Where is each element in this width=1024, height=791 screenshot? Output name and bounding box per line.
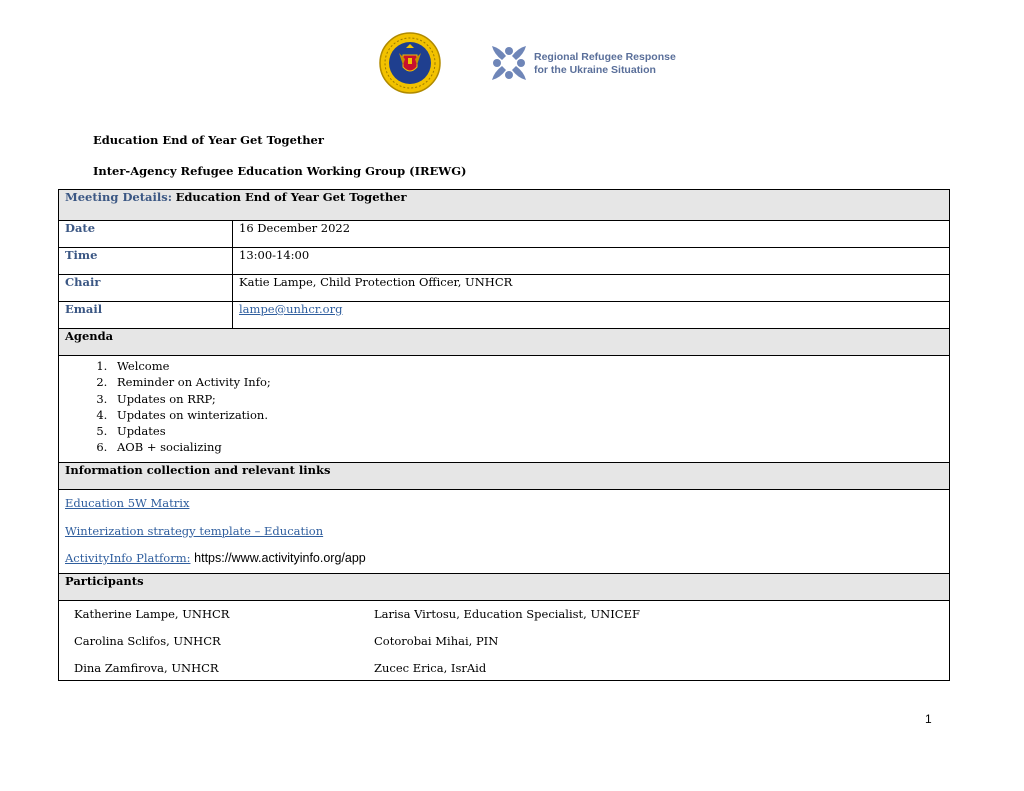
participant-name: Zucec Erica, IsrAid — [374, 660, 487, 675]
link-line — [65, 518, 943, 546]
document-title: Education End of Year Get Together — [93, 133, 324, 147]
chair-value: Katie Lampe, Child Protection Officer, UNHCR — [233, 275, 950, 302]
agenda-item: 6. AOB + socializing — [111, 439, 943, 455]
regional-refugee-response-logo — [488, 42, 676, 86]
rrr-logo-line2: for the Ukraine Situation — [534, 64, 656, 76]
links-heading: Information collection and relevant links — [59, 463, 950, 490]
chair-label: Chair — [59, 275, 233, 302]
agenda-heading-row — [59, 329, 950, 356]
rrr-logo-text — [534, 51, 676, 77]
agenda-item: 3. Updates on RRP; — [111, 391, 943, 407]
agenda-item: 1. Welcome — [111, 358, 943, 374]
regional-refugee-response-icon — [488, 42, 530, 84]
meeting-details-cell — [59, 190, 950, 221]
participants-heading-row — [59, 573, 950, 600]
time-row — [59, 248, 950, 275]
participants-body — [59, 600, 950, 680]
email-cell — [233, 302, 950, 329]
participant-name: Katherine Lampe, UNHCR — [74, 606, 230, 621]
email-row — [59, 302, 950, 329]
participants-heading: Participants — [59, 573, 950, 600]
date-label: Date — [59, 221, 233, 248]
participants-left-column — [74, 601, 229, 682]
meeting-details-value: Education End of Year Get Together — [175, 190, 407, 204]
participant-name: Larisa Virtosu, Education Specialist, UNICEF — [374, 606, 640, 621]
participant-name: Carolina Sclifos, UNHCR — [74, 633, 221, 648]
document-subtitle: Inter-Agency Refugee Education Working Group (IREWG) — [93, 164, 467, 178]
link-line — [65, 545, 943, 573]
links-body — [59, 490, 950, 574]
email-link[interactable]: lampe@unhcr.org — [239, 302, 343, 316]
date-value: 16 December 2022 — [233, 221, 950, 248]
winterization-template-link[interactable]: Winterization strategy template – Education — [65, 523, 324, 538]
activityinfo-platform-link[interactable]: ActivityInfo Platform: — [65, 551, 191, 565]
email-label: Email — [59, 302, 233, 329]
chair-row — [59, 275, 950, 302]
meeting-details-label: Meeting Details: — [65, 190, 172, 204]
participants-body-row — [59, 600, 950, 680]
rrr-logo-line1: Regional Refugee Response — [534, 51, 676, 63]
meeting-table — [58, 189, 950, 681]
participant-name: Cotorobai Mihai, PIN — [374, 633, 499, 648]
links-heading-row — [59, 463, 950, 490]
link-line — [65, 490, 943, 518]
agenda-heading: Agenda — [59, 329, 950, 356]
agenda-body-row — [59, 356, 950, 463]
moldova-coat-of-arms-icon — [379, 31, 441, 95]
education-5w-matrix-link[interactable]: Education 5W Matrix — [65, 496, 190, 510]
meeting-details-row — [59, 190, 950, 221]
agenda-body — [59, 356, 950, 463]
agenda-item: 4. Updates on winterization. — [111, 407, 943, 423]
agenda-item: 2. Reminder on Activity Info; — [111, 374, 943, 390]
participant-name: Dina Zamfirova, UNHCR — [74, 660, 219, 675]
agenda-item: 5. Updates — [111, 423, 943, 439]
date-row — [59, 221, 950, 248]
participants-right-column — [374, 601, 640, 682]
activityinfo-url-text: https://www.activityinfo.org/app — [194, 551, 366, 565]
time-label: Time — [59, 248, 233, 275]
links-body-row — [59, 490, 950, 574]
agenda-list — [65, 358, 943, 456]
page-number: 1 — [925, 712, 932, 726]
time-value: 13:00-14:00 — [233, 248, 950, 275]
